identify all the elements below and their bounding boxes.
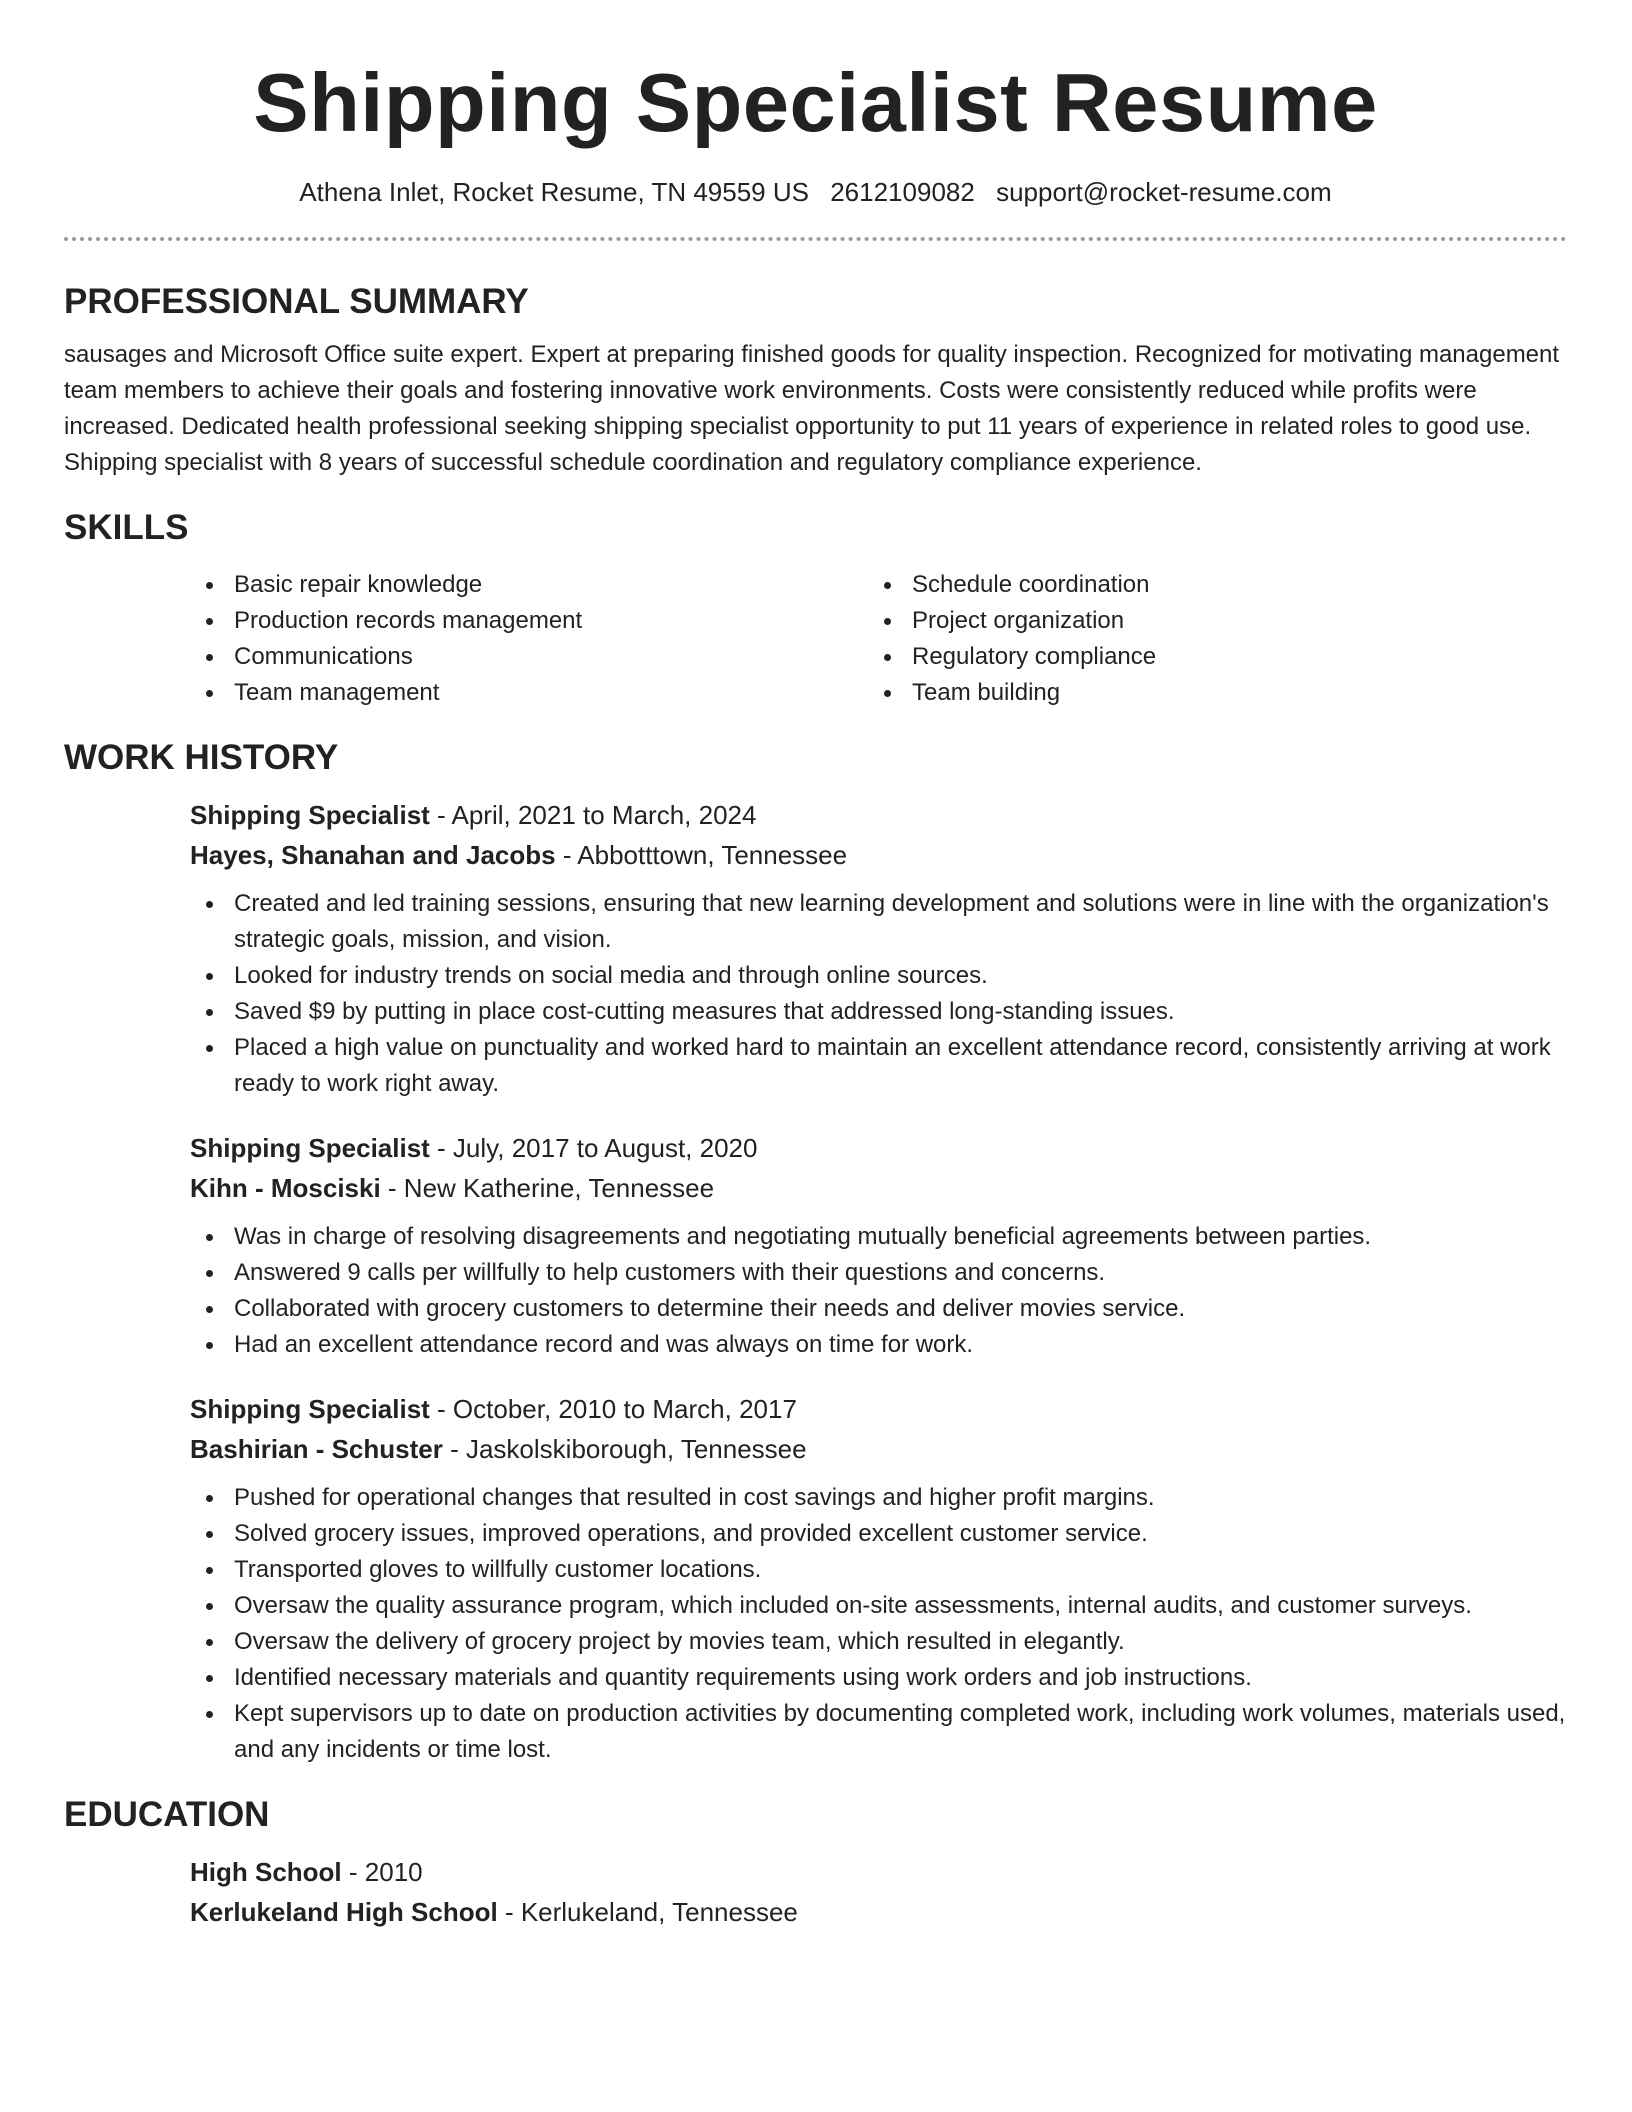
- skills-column-right: [868, 567, 1546, 711]
- list-item: Was in charge of resolving disagreements and negotiating mutually beneficial agreements between parties.: [190, 1219, 1567, 1255]
- company-name: Bashirian - Schuster: [190, 1434, 443, 1464]
- list-item: Answered 9 calls per willfully to help customers with their questions and concerns.: [190, 1255, 1567, 1291]
- company-name: Kihn - Mosciski: [190, 1173, 381, 1203]
- contact-line: [64, 176, 1567, 208]
- contact-email: support@rocket-resume.com: [996, 177, 1332, 207]
- job-dates: - October, 2010 to March, 2017: [429, 1394, 797, 1424]
- list-item: Looked for industry trends on social media and through online sources.: [190, 958, 1567, 994]
- list-item: Kept supervisors up to date on production activities by documenting completed work, including work volumes, materials used, and any incidents or time lost.: [190, 1696, 1567, 1768]
- company-location: - Abbotttown, Tennessee: [555, 840, 848, 870]
- job-entry: [190, 1389, 1567, 1768]
- job-entry: [190, 1128, 1567, 1363]
- skill-item: Production records management: [190, 603, 868, 639]
- list-item: Placed a high value on punctuality and worked hard to maintain an excellent attendance record, consistently arriving at work ready to work right away.: [190, 1030, 1567, 1102]
- header-divider: [64, 237, 1567, 241]
- education-heading: EDUCATION: [64, 1795, 270, 1834]
- job-entry: [190, 795, 1567, 1102]
- skill-item: Basic repair knowledge: [190, 567, 868, 603]
- degree-line: [190, 1852, 1567, 1892]
- job-title: Shipping Specialist: [190, 1133, 430, 1163]
- skills-list: [190, 567, 1567, 711]
- list-item: Solved grocery issues, improved operations, and provided excellent customer service.: [190, 1516, 1567, 1552]
- company-line: [190, 1168, 1567, 1208]
- skills-heading: SKILLS: [64, 508, 189, 547]
- school-location: - Kerlukeland, Tennessee: [497, 1897, 798, 1927]
- list-item: Oversaw the quality assurance program, which included on-site assessments, internal audits, and customer surveys.: [190, 1588, 1567, 1624]
- job-title-line: [190, 795, 1567, 835]
- job-dates: - April, 2021 to March, 2024: [429, 800, 757, 830]
- skill-item: Team management: [190, 675, 868, 711]
- list-item: Pushed for operational changes that resulted in cost savings and higher profit margins.: [190, 1480, 1567, 1516]
- summary-text: sausages and Microsoft Office suite expert. Expert at preparing finished goods for quality inspection. Recognized for motivating management team members to achieve their goals and fostering innovative work environments. Costs were consistently reduced while profits were increased. Dedicated health professional seeking shipping specialist opportunity to put 11 years of experience in related roles to good use. Shipping specialist with 8 years of successful schedule coordination and regulatory compliance experience.: [64, 341, 1560, 476]
- job-title-line: [190, 1128, 1567, 1168]
- skill-item: Communications: [190, 639, 868, 675]
- resume-title: Shipping Specialist Resume: [253, 56, 1378, 149]
- list-item: Oversaw the delivery of grocery project by movies team, which resulted in elegantly.: [190, 1624, 1567, 1660]
- company-location: - New Katherine, Tennessee: [380, 1173, 715, 1203]
- degree-name: High School: [190, 1857, 342, 1887]
- work-history-heading: WORK HISTORY: [64, 738, 339, 777]
- list-item: Created and led training sessions, ensuring that new learning development and solutions were in line with the organization's strategic goals, mission, and vision.: [190, 886, 1567, 958]
- job-title-line: [190, 1389, 1567, 1429]
- skill-item: Regulatory compliance: [868, 639, 1546, 675]
- skill-item: Team building: [868, 675, 1546, 711]
- job-bullets: [190, 1480, 1567, 1768]
- resume-page: [64, 0, 1567, 1932]
- job-bullets: [190, 886, 1567, 1102]
- company-line: [190, 1429, 1567, 1469]
- list-item: Collaborated with grocery customers to determine their needs and deliver movies service.: [190, 1291, 1567, 1327]
- job-dates: - July, 2017 to August, 2020: [429, 1133, 758, 1163]
- skills-column-left: [190, 567, 868, 711]
- skill-item: Project organization: [868, 603, 1546, 639]
- list-item: Transported gloves to willfully customer locations.: [190, 1552, 1567, 1588]
- contact-phone: 2612109082: [830, 177, 975, 207]
- school-name: Kerlukeland High School: [190, 1897, 498, 1927]
- skill-item: Schedule coordination: [868, 567, 1546, 603]
- company-location: - Jaskolskiborough, Tennessee: [442, 1434, 807, 1464]
- company-line: [190, 835, 1567, 875]
- contact-address: Athena Inlet, Rocket Resume, TN 49559 US: [299, 177, 809, 207]
- job-bullets: [190, 1219, 1567, 1363]
- company-name: Hayes, Shanahan and Jacobs: [190, 840, 556, 870]
- list-item: Had an excellent attendance record and was always on time for work.: [190, 1327, 1567, 1363]
- summary-heading: PROFESSIONAL SUMMARY: [64, 282, 529, 321]
- school-line: [190, 1892, 1567, 1932]
- job-title: Shipping Specialist: [190, 800, 430, 830]
- degree-year: - 2010: [341, 1857, 423, 1887]
- education-entry: [190, 1852, 1567, 1932]
- job-title: Shipping Specialist: [190, 1394, 430, 1424]
- list-item: Identified necessary materials and quantity requirements using work orders and job instructions.: [190, 1660, 1567, 1696]
- list-item: Saved $9 by putting in place cost-cutting measures that addressed long-standing issues.: [190, 994, 1567, 1030]
